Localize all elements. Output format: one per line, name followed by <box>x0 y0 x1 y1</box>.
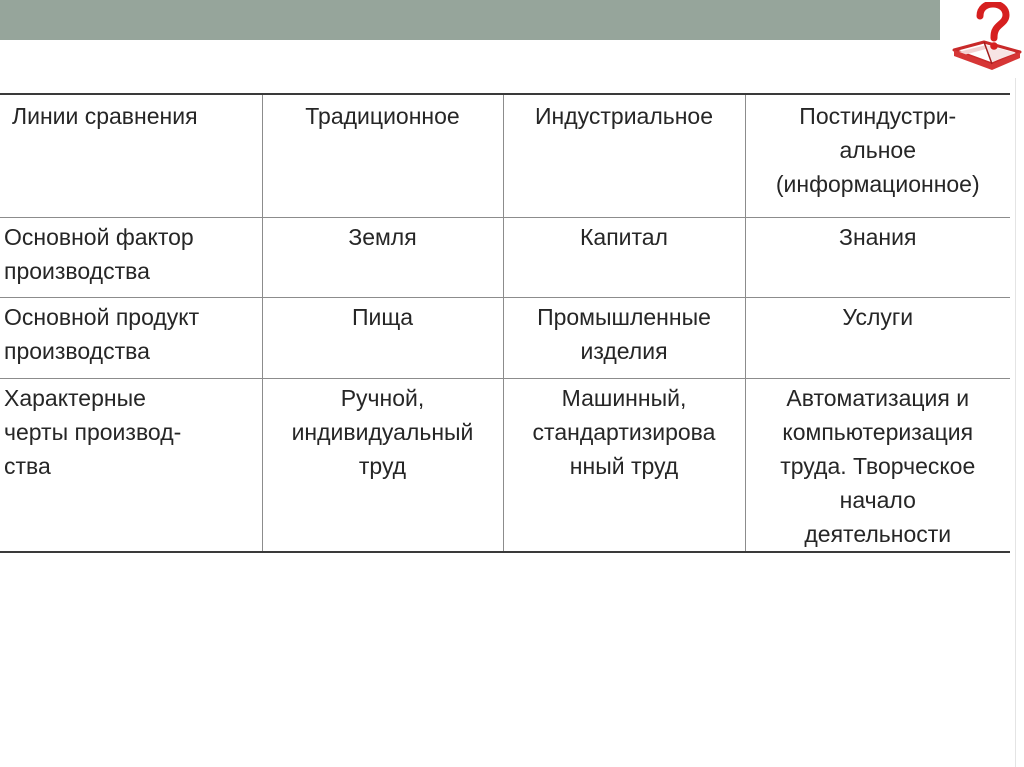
header-cell-industrial <box>503 94 745 218</box>
traditional-text: Пища <box>351 304 414 330</box>
postindustrial-cell <box>745 298 1010 379</box>
header-cell-comparison <box>0 94 262 218</box>
row-label-cell <box>0 379 262 553</box>
row-label-text: Характерные черты производ- ства <box>4 385 182 479</box>
industrial-cell <box>503 298 745 379</box>
table-row <box>0 218 1010 298</box>
postindustrial-text: Услуги <box>842 304 914 330</box>
industrial-cell <box>503 379 745 553</box>
traditional-text: Земля <box>348 224 417 250</box>
header-traditional-text: Традиционное <box>305 103 460 129</box>
table-header-row <box>0 94 1010 218</box>
header-cell-postindustrial <box>745 94 1010 218</box>
header-comparison-text: Линии сравнения <box>12 103 198 129</box>
industrial-cell <box>503 218 745 298</box>
row-label-cell <box>0 218 262 298</box>
traditional-cell <box>262 218 503 298</box>
row-label-cell <box>0 298 262 379</box>
traditional-cell <box>262 379 503 553</box>
row-label-text: Основной фактор производства <box>4 224 194 284</box>
traditional-text: Ручной, индивидуальный труд <box>291 385 474 479</box>
postindustrial-text: Автоматизация и компьютеризация труда. Творческое начало деятельности <box>780 385 976 547</box>
postindustrial-text: Знания <box>839 224 917 250</box>
header-cell-traditional <box>262 94 503 218</box>
top-banner <box>0 0 940 40</box>
industrial-text: Капитал <box>580 224 668 250</box>
header-industrial-text: Индустриальное <box>534 103 714 129</box>
industrial-text: Промышленные изделия <box>537 304 711 364</box>
header-postindustrial-text: Постиндустри- альное (информационное) <box>775 103 980 197</box>
right-edge-line <box>1015 78 1016 767</box>
comparison-table <box>0 93 1010 553</box>
row-label-text: Основной продукт производства <box>4 304 200 364</box>
postindustrial-cell <box>745 218 1010 298</box>
industrial-text: Машинный, стандартизирова нный труд <box>532 385 716 479</box>
question-book-icon <box>946 2 1024 74</box>
table-row <box>0 298 1010 379</box>
table-row <box>0 379 1010 553</box>
traditional-cell <box>262 298 503 379</box>
postindustrial-cell <box>745 379 1010 553</box>
